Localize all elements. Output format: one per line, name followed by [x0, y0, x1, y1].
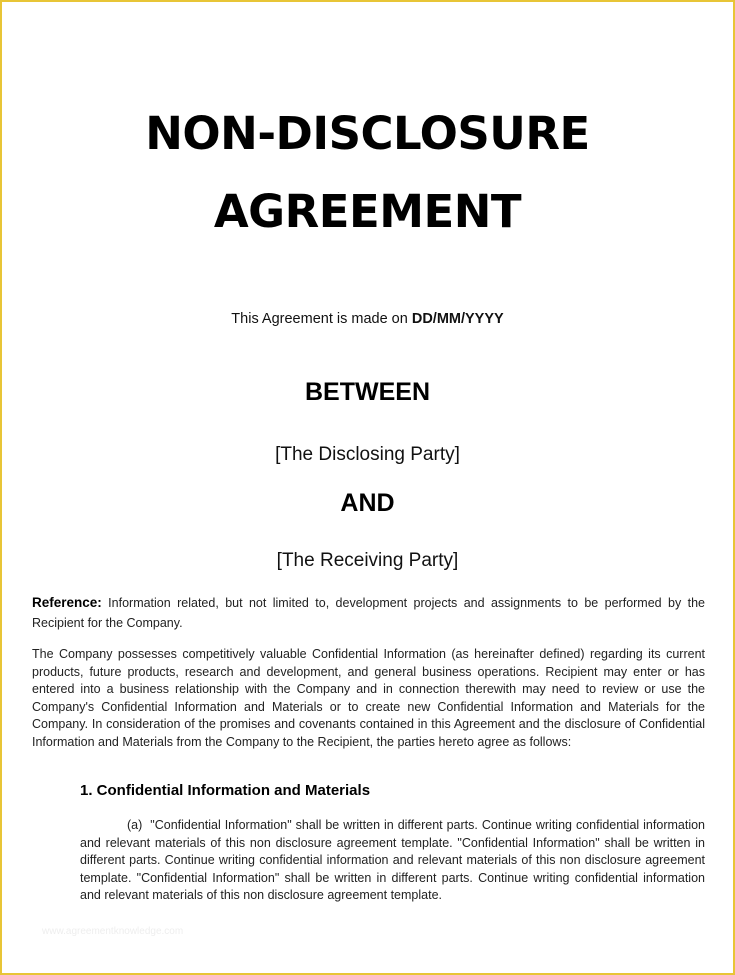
clause-a-text: "Confidential Information" shall be written in different parts. Continue writing confidential information and relevant materials of this non disclosure agreement template. "Confidential Information" shall be written in different parts. Continue writing confidential information and relevant materials of this non disclosure agreement template. "Confidential Information" shall be written in different parts. Continue writing confidential information and relevant materials of this non disclosure agreement template.: [80, 818, 705, 902]
clause-a-paragraph: [80, 817, 705, 905]
disclosing-party-placeholder: [The Disclosing Party]: [275, 444, 460, 465]
agreement-date-placeholder: DD/MM/YYYY: [411, 311, 504, 327]
section-1-heading: 1. Confidential Information and Materials: [80, 782, 371, 799]
clause-a-marker: (a): [127, 818, 143, 832]
intro-paragraph: The Company possesses competitively valuable Confidential Information (as hereinafter defined) regarding its current products, future products, research and development, and general business operations. Recipient may enter or has entered into a business relationship with the Company and in connection therewith may need to review or use the Company's Confidential Information and Materials or to create new Confidential Information and Materials for the Company. In consideration of the promises and covenants contained in this Agreement and the disclosure of Confidential Information and Materials from the Company to the Recipient, the parties hereto agree as follows:: [32, 647, 705, 749]
document-title-line-2: AGREEMENT: [213, 185, 522, 238]
agreement-date-prefix: This Agreement is made on: [231, 311, 412, 327]
and-heading: AND: [340, 489, 395, 517]
reference-text: Information related, but not limited to, development projects and assignments to be performed by the Recipient for the Company.: [32, 596, 705, 630]
between-heading: BETWEEN: [305, 378, 430, 406]
receiving-party-placeholder: [The Receiving Party]: [276, 550, 459, 571]
watermark-text: www.agreementknowledge.com: [42, 926, 184, 937]
reference-paragraph: [32, 593, 705, 633]
document-title-line-1: NON-DISCLOSURE: [145, 107, 590, 160]
agreement-date-line: [2, 311, 733, 327]
reference-label: Reference:: [32, 595, 102, 610]
